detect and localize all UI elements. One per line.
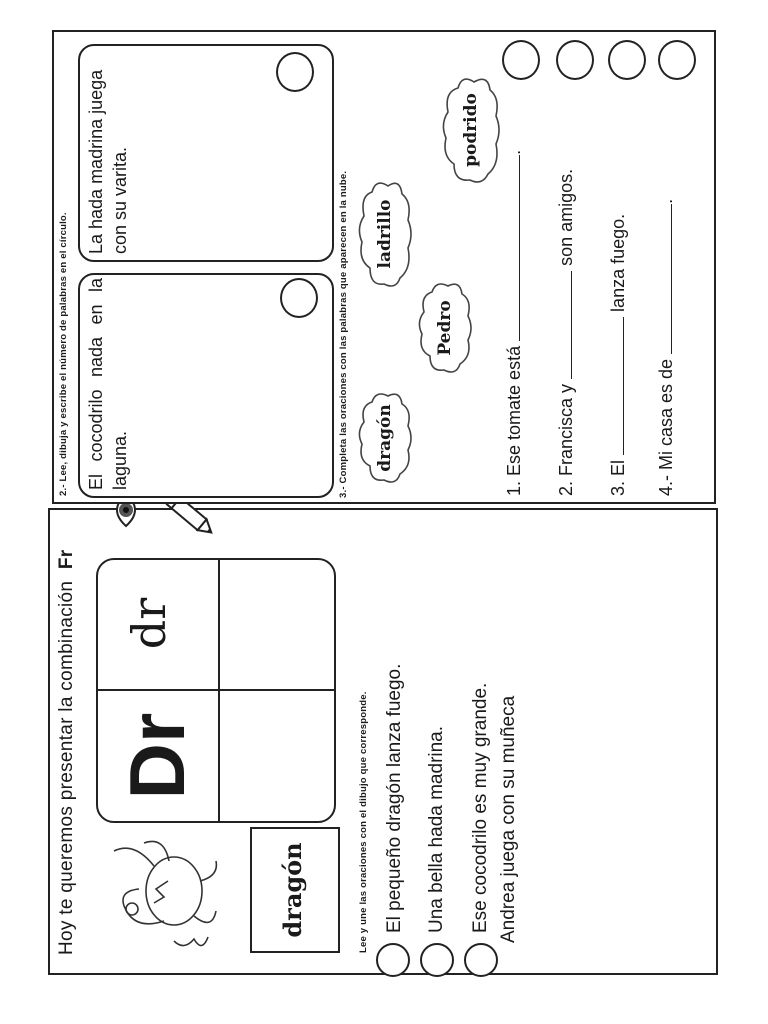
word-cloud-dragon [356,390,414,486]
word-cloud-podrido [440,74,502,186]
left-worksheet-page [48,508,718,975]
answer-circle-1[interactable] [376,943,410,977]
drawing-box-1-text: El cocodrilo nada en la laguna. [86,278,130,490]
fill-blank-3[interactable] [623,317,624,455]
fill-sentence-2 [556,169,577,496]
right-worksheet-page [52,30,716,504]
fill-sentence-3-before: 3. El [608,459,628,496]
section2-instruction: 2.- Lee, dibuja y escribe el número de palabras en el círculo. [58,212,69,496]
fill-sentence-4-after: . [656,198,676,204]
grid-cell-uppercase: Dr [113,712,201,800]
dragon-illustration [94,831,226,961]
match-instruction: Lee y une las oraciones con el dibujo que corresponde. [358,691,369,953]
fill-sentence-4-before: 4.- Mi casa es de [656,358,676,496]
answer-circle-2[interactable] [420,943,454,977]
answer-circle-a[interactable] [502,40,540,80]
fill-sentence-2-after: son amigos. [556,168,576,266]
word-cloud-pedro [416,280,474,376]
answer-circle-d[interactable] [658,40,696,80]
grid-cell-lowercase: dr [122,597,176,650]
cloud-word-3: ladrillo [375,199,395,269]
fill-sentence-1-after: . [504,149,524,155]
fill-sentence-2-before: 2. Francisca y [556,383,576,496]
sentence-3: Ese cocodrilo es muy grande. [470,682,491,933]
word-count-circle-2[interactable] [276,52,314,92]
right-page-content [54,32,714,502]
fill-sentence-1 [504,150,525,496]
drawing-box-2-text: La hada madrina juega con su varita. [86,69,130,254]
fill-sentence-1-before: 1. Ese tomate está [504,345,524,496]
cloud-word-1: dragón [375,404,395,472]
drawing-box-1[interactable] [78,273,334,498]
page-heading [56,550,78,955]
cloud-word-2: Pedro [435,300,455,356]
fill-sentence-3-after: lanza fuego. [608,213,628,312]
fill-blank-2[interactable] [571,271,572,379]
fill-sentence-3 [608,214,629,496]
sentence-2: Una bella hada madrina. [426,725,447,933]
syllable-grid [96,558,336,823]
answer-circle-3[interactable] [464,943,498,977]
answer-circle-c[interactable] [608,40,646,80]
grid-divider-horizontal [218,560,220,821]
cloud-word-4: podrido [461,93,481,167]
fill-blank-1[interactable] [519,155,520,341]
heading-text: Hoy te queremos presentar la combinación [56,580,77,955]
sentence-1: El pequeño dragón lanza fuego. [384,663,405,933]
section3-instruction: 3.- Completa las oraciones con las palabras que aparecen en la nube. [338,170,349,498]
word-label: dragón [278,842,307,938]
fill-sentence-4 [656,199,677,496]
word-box [250,827,340,953]
drawing-box-2[interactable] [78,44,334,262]
sentence-4: Andrea juega con su muñeca [498,695,519,943]
heading-combination: Fr [56,549,77,570]
fill-blank-4[interactable] [671,204,672,354]
word-count-circle-1[interactable] [280,278,318,318]
word-cloud-ladrillo [356,178,414,290]
left-page-content [50,510,716,973]
answer-circle-b[interactable] [556,40,594,80]
